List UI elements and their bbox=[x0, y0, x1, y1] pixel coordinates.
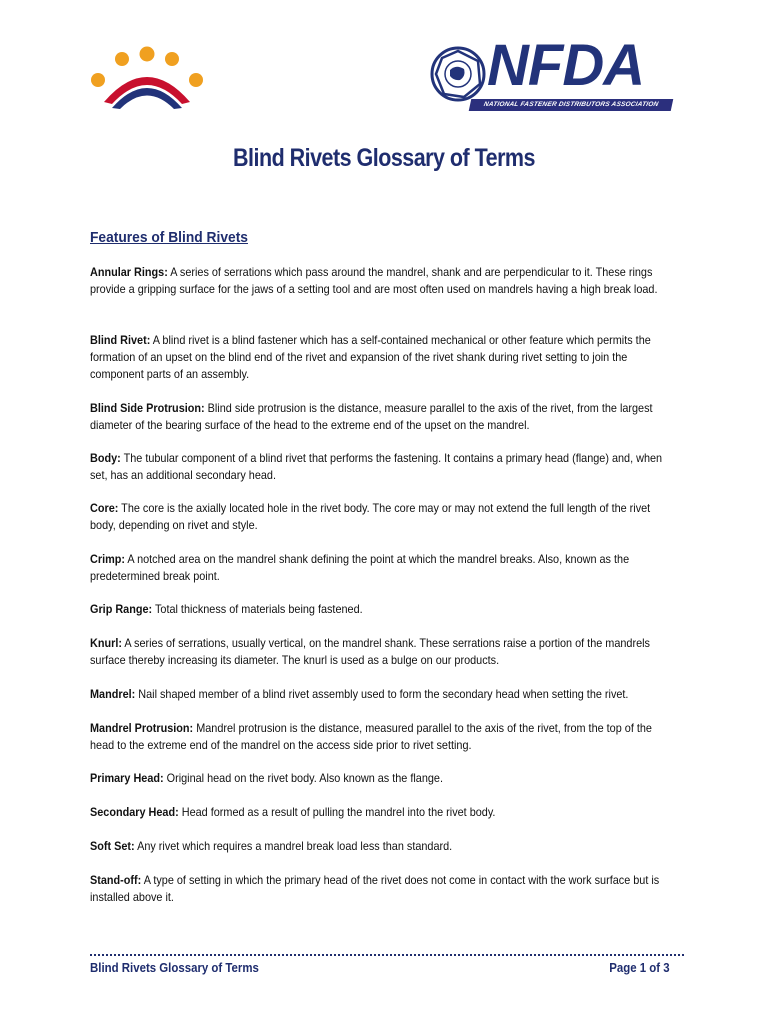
logo-dot bbox=[115, 52, 129, 66]
term-name: Core: bbox=[90, 501, 119, 515]
logo-dot bbox=[189, 73, 203, 87]
term-name: Blind Rivet: bbox=[90, 333, 151, 347]
term-definition: The tubular component of a blind rivet that performs the fastening. It contains a primary head (flange) and, when set, has an additional secondary head. bbox=[90, 451, 663, 482]
logo-dot bbox=[140, 47, 155, 62]
term-definition: Any rivet which requires a mandrel break load less than standard. bbox=[134, 839, 453, 853]
glossary-entry bbox=[90, 804, 675, 821]
term-definition: Total thickness of materials being fastened. bbox=[152, 602, 363, 616]
term-name: Body: bbox=[90, 451, 121, 465]
glossary-entry bbox=[90, 551, 675, 585]
term-definition: Blind side protrusion is the distance, measure parallel to the axis of the rivet, from the largest diameter of the bearing surface of the head to the extreme end of the upset on the mandrel. bbox=[90, 401, 653, 432]
glossary-entry bbox=[90, 720, 675, 754]
term-definition: A series of serrations which pass around the mandrel, shank and are perpendicular to it. These rings provide a gripping surface for the jaws of a setting tool and are most often used on mandrels having a high break load. bbox=[90, 265, 658, 296]
term-definition: A type of setting in which the primary head of the rivet does not come in contact with the work surface but is installed above it. bbox=[90, 873, 660, 904]
term-name: Stand-off: bbox=[90, 873, 142, 887]
glossary-entry bbox=[90, 332, 675, 383]
glossary-entry bbox=[90, 264, 675, 298]
glossary-entry bbox=[90, 500, 675, 534]
globe-icon bbox=[430, 46, 486, 102]
term-definition: Head formed as a result of pulling the mandrel into the rivet body. bbox=[178, 805, 496, 819]
company-logo-arches bbox=[86, 46, 208, 110]
section-title: Features of Blind Rivets bbox=[90, 229, 248, 246]
term-definition: A series of serrations, usually vertical, on the mandrel shank. These serrations raise a portion of the mandrels surface thereby increasing its diameter. The knurl is used as a bulge on our products. bbox=[90, 636, 650, 667]
glossary-entry bbox=[90, 635, 675, 669]
footer-title: Blind Rivets Glossary of Terms bbox=[90, 960, 259, 975]
nfda-wordmark: NFDA bbox=[487, 33, 645, 98]
term-name: Primary Head: bbox=[90, 771, 164, 785]
glossary-entry bbox=[90, 872, 675, 906]
logo-dot bbox=[165, 52, 179, 66]
term-name: Mandrel Protrusion: bbox=[90, 721, 194, 735]
term-definition: Mandrel protrusion is the distance, measured parallel to the axis of the rivet, from the top of the head to the extreme end of the mandrel on the access side prior to rivet setting. bbox=[90, 721, 652, 752]
term-name: Knurl: bbox=[90, 636, 122, 650]
page-number: Page 1 of 3 bbox=[609, 960, 670, 975]
glossary-entry bbox=[90, 770, 675, 787]
term-name: Blind Side Protrusion: bbox=[90, 401, 205, 415]
glossary-entry bbox=[90, 400, 675, 434]
term-name: Secondary Head: bbox=[90, 805, 179, 819]
term-name: Crimp: bbox=[90, 552, 125, 566]
logo-dot bbox=[91, 73, 105, 87]
glossary-entry bbox=[90, 450, 675, 484]
glossary-entry bbox=[90, 601, 675, 618]
glossary-entry bbox=[90, 686, 675, 703]
term-definition: A blind rivet is a blind fastener which has a self-contained mechanical or other feature which permits the formation of an upset on the blind end of the rivet and expansion of the rivet shank during rivet setting to join the component parts of an assembly. bbox=[90, 333, 651, 381]
term-name: Soft Set: bbox=[90, 839, 135, 853]
term-name: Grip Range: bbox=[90, 602, 153, 616]
term-name: Mandrel: bbox=[90, 687, 136, 701]
term-definition: Original head on the rivet body. Also known as the flange. bbox=[163, 771, 443, 785]
term-definition: A notched area on the mandrel shank defining the point at which the mandrel breaks. Also, known as the predetermined break point. bbox=[90, 552, 630, 583]
term-definition: Nail shaped member of a blind rivet assembly used to form the secondary head when setting the rivet. bbox=[135, 687, 629, 701]
term-name: Annular Rings: bbox=[90, 265, 168, 279]
glossary-entry bbox=[90, 838, 675, 855]
term-definition: The core is the axially located hole in the rivet body. The core may or may not extend the full length of the rivet body, depending on rivet and style. bbox=[90, 501, 651, 532]
nfda-tagline: NATIONAL FASTENER DISTRIBUTORS ASSOCIATION bbox=[469, 99, 674, 111]
page-title: Blind Rivets Glossary of Terms bbox=[233, 144, 535, 172]
footer-divider bbox=[90, 954, 684, 956]
nfda-logo bbox=[430, 33, 674, 113]
